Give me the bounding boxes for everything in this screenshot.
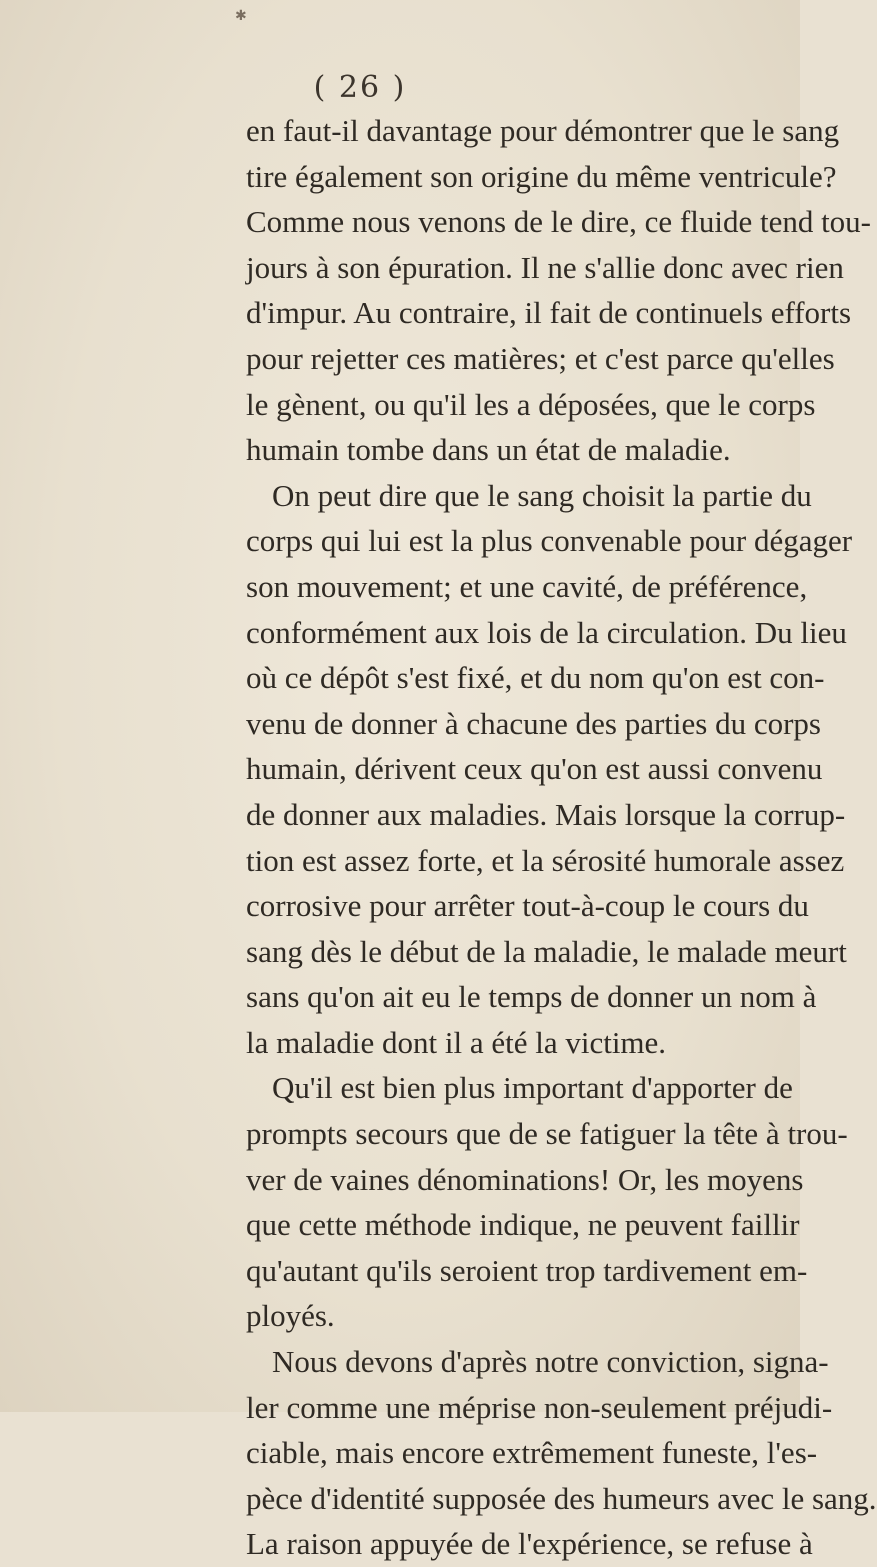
text-line: qu'autant qu'ils seroient trop tardivement em- bbox=[246, 1252, 808, 1288]
paragraph-end-line: ployés. bbox=[246, 1298, 335, 1334]
text-line: prompts secours que de se fatiguer la tête à trou- bbox=[246, 1116, 848, 1152]
paragraph-end-line: la maladie dont il a été la victime. bbox=[246, 1024, 667, 1060]
text-line: Comme nous venons de le dire, ce fluide tend tou- bbox=[246, 204, 872, 240]
text-line: ciable, mais encore extrêmement funeste, l'es- bbox=[246, 1435, 818, 1471]
text-line: que cette méthode indique, ne peuvent faillir bbox=[246, 1207, 800, 1243]
text-line: La raison appuyée de l'expérience, se refuse à bbox=[246, 1526, 813, 1562]
text-line: sang dès le début de la maladie, le malade meurt bbox=[246, 933, 847, 969]
text-line: corrosive pour arrêter tout-à-coup le cours du bbox=[246, 888, 809, 924]
text-line: d'impur. Au contraire, il fait de continuels efforts bbox=[246, 295, 852, 331]
text-line: tire également son origine du même ventricule? bbox=[246, 158, 837, 194]
text-line: humain, dérivent ceux qu'on est aussi convenu bbox=[246, 751, 823, 787]
ink-mark-icon: ✱ bbox=[235, 8, 247, 24]
text-line: de donner aux maladies. Mais lorsque la corrup- bbox=[246, 796, 846, 832]
text-line: jours à son épuration. Il ne s'allie donc avec rien bbox=[246, 249, 844, 285]
text-line: où ce dépôt s'est fixé, et du nom qu'on est con- bbox=[246, 660, 825, 696]
text-line: pèce d'identité supposée des humeurs avec le sang. bbox=[246, 1480, 877, 1516]
text-line: tion est assez forte, et la sérosité humorale assez bbox=[246, 842, 845, 878]
paragraph-start-line: On peut dire que le sang choisit la partie du bbox=[272, 477, 812, 513]
text-line: en faut-il davantage pour démontrer que le sang bbox=[246, 113, 840, 148]
paragraph-start-line: Nous devons d'après notre conviction, signa- bbox=[272, 1344, 829, 1380]
paragraph-start-line: Qu'il est bien plus important d'apporter de bbox=[272, 1070, 793, 1106]
text-line: ler comme une méprise non-seulement préjudi- bbox=[246, 1389, 833, 1425]
text-line: le gènent, ou qu'il les a déposées, que le corps bbox=[246, 386, 816, 422]
text-line: conformément aux lois de la circulation. Du lieu bbox=[246, 614, 847, 650]
text-line: sans qu'on ait eu le temps de donner un nom à bbox=[246, 979, 817, 1015]
paragraph-end-line: humain tombe dans un état de maladie. bbox=[246, 432, 731, 468]
page-number: ( 26 ) bbox=[313, 70, 407, 105]
text-line: pour rejetter ces matières; et c'est parce qu'elles bbox=[246, 340, 835, 376]
text-line: ver de vaines dénominations! Or, les moyens bbox=[246, 1161, 804, 1197]
body-text bbox=[246, 108, 877, 1567]
text-line: son mouvement; et une cavité, de préférence, bbox=[246, 568, 808, 604]
text-line: corps qui lui est la plus convenable pour dégager bbox=[246, 523, 853, 559]
text-line: venu de donner à chacune des parties du corps bbox=[246, 705, 821, 741]
